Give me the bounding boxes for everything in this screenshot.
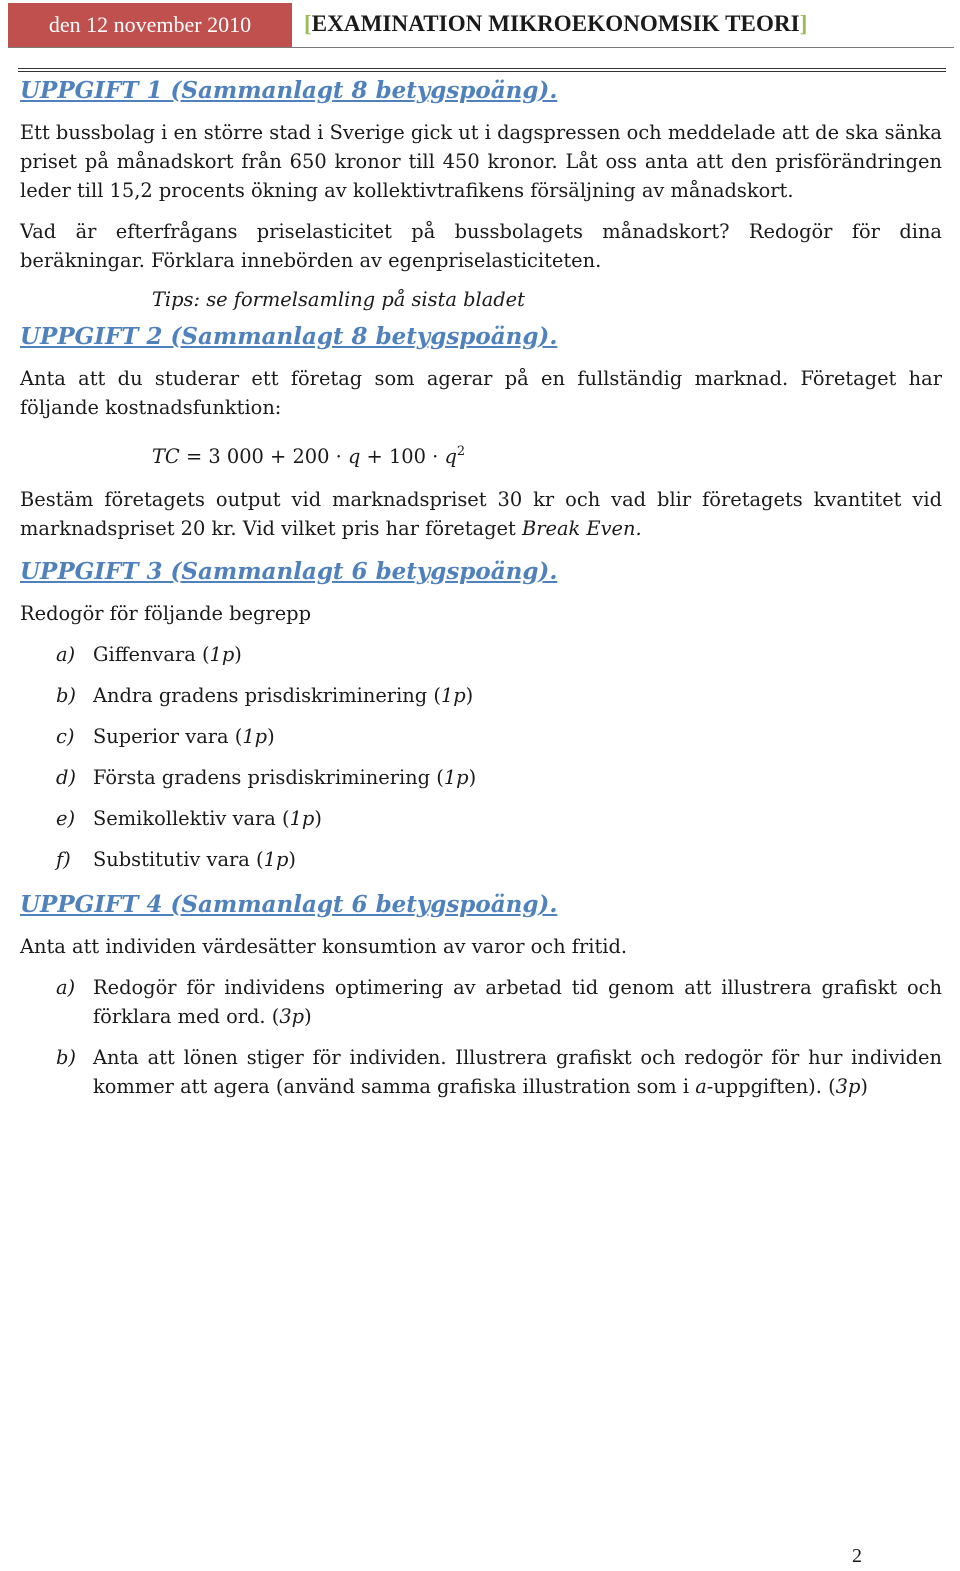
break-even-term: Break Even. (521, 517, 642, 540)
divider-top (18, 68, 946, 69)
list-item (20, 845, 942, 874)
item-close: ) (468, 766, 477, 789)
task1-tip: Tips: se formelsamling på sista bladet (152, 288, 525, 311)
task1-question: Vad är efterfrågans priselasticitet på bussbolagets månadskort? Redogör för dina beräkningar. Förklara innebörden av egenpriselasticiteten. (20, 220, 942, 272)
item-close: ) (465, 684, 474, 707)
list-item (20, 640, 942, 669)
formula-tc: TC (152, 445, 180, 468)
item-marker: b) (56, 684, 76, 707)
item-points: 1p (289, 807, 315, 830)
task3-heading: UPPGIFT 3 (Sammanlagt 6 betygspoäng). (20, 558, 558, 585)
item-marker: a) (56, 643, 76, 666)
formula-exponent: 2 (456, 444, 466, 459)
item-text: Superior vara ( (93, 725, 243, 748)
formula-q-squared: q (444, 445, 457, 468)
item-close: ) (288, 848, 296, 871)
list-item (20, 973, 942, 1031)
item-points: 1p (263, 848, 289, 871)
item-marker: d) (56, 766, 76, 789)
item-points: 1p (209, 643, 235, 666)
formula-plus: + 100 · (360, 445, 445, 468)
item-marker: c) (56, 725, 75, 748)
item-text: Giffenvara ( (93, 643, 210, 666)
item-text: Andra gradens prisdiskriminering ( (93, 684, 441, 707)
item-text: Första gradens prisdiskriminering ( (93, 766, 444, 789)
item-variable: a (695, 1075, 707, 1098)
item-close: ) (304, 1005, 312, 1028)
header-title (304, 11, 807, 37)
item-points: 1p (443, 766, 469, 789)
item-close: ) (314, 807, 322, 830)
page-header (8, 3, 954, 48)
list-item (20, 1043, 942, 1101)
item-close: ) (234, 643, 242, 666)
header-bracket-open: [ (304, 11, 312, 36)
list-item (20, 763, 942, 792)
task4-heading: UPPGIFT 4 (Sammanlagt 6 betygspoäng). (20, 891, 558, 918)
header-bracket-close: ] (799, 11, 808, 36)
formula-q: q (347, 445, 361, 468)
item-text-continued: -uppgiften). ( (706, 1075, 836, 1098)
item-marker: e) (56, 807, 76, 830)
list-item (20, 722, 942, 751)
exam-content (20, 72, 942, 1101)
task2-heading: UPPGIFT 2 (Sammanlagt 8 betygspoäng). (20, 323, 558, 350)
task1-paragraph: Ett bussbolag i en större stad i Sverige gick ut i dagspressen och meddelade att de ska sänka priset på månadskort från 650 kronor till 450 kronor. Låt oss anta att den prisförändringen leder till 15,2 procents ökning av kollektivtrafikens försäljning av månadskort. (20, 121, 942, 202)
task2-question-text: Bestäm företagets output vid marknadspriset 30 kr och vad blir företagets kvantitet vid marknadspriset 20 kr. Vid vilket pris har företaget (20, 488, 942, 540)
cost-function-formula (20, 437, 942, 471)
header-rule (8, 47, 954, 48)
task2-paragraph: Anta att du studerar ett företag som agerar på en fullständig marknad. Företaget har följande kostnadsfunktion: (20, 367, 942, 419)
item-marker: f) (56, 848, 71, 871)
item-points: 1p (242, 725, 268, 748)
item-marker: b) (56, 1046, 76, 1069)
item-text: Substitutiv vara ( (93, 848, 264, 871)
list-item (20, 681, 942, 710)
formula-constants: = 3 000 + 200 · (179, 445, 348, 468)
task4-intro: Anta att individen värdesätter konsumtion av varor och fritid. (20, 935, 628, 958)
item-close: ) (860, 1075, 868, 1098)
task3-intro: Redogör för följande begrepp (20, 602, 312, 625)
item-marker: a) (56, 976, 76, 999)
item-close: ) (267, 725, 275, 748)
task4-list (20, 973, 942, 1101)
item-points: 1p (440, 684, 466, 707)
item-text: Redogör för individens optimering av arbetad tid genom att illustrera grafiskt och förklara med ord. ( (93, 976, 942, 1028)
task3-list (20, 640, 942, 874)
item-text: Semikollektiv vara ( (93, 807, 290, 830)
item-points: 3p (279, 1005, 305, 1028)
task2-question (20, 485, 942, 543)
header-date: den 12 november 2010 (8, 3, 292, 47)
page-number: 2 (852, 1545, 862, 1567)
task1-heading: UPPGIFT 1 (Sammanlagt 8 betygspoäng). (20, 77, 558, 104)
list-item (20, 804, 942, 833)
header-title-text: EXAMINATION MIKROEKONOMSIK TEORI (311, 11, 800, 36)
item-points: 3p (835, 1075, 861, 1098)
item-text: Anta att lönen stiger för individen. Illustrera grafiskt och redogör för hur individen kommer att agera (använd samma grafiska illustration som i (93, 1046, 942, 1098)
